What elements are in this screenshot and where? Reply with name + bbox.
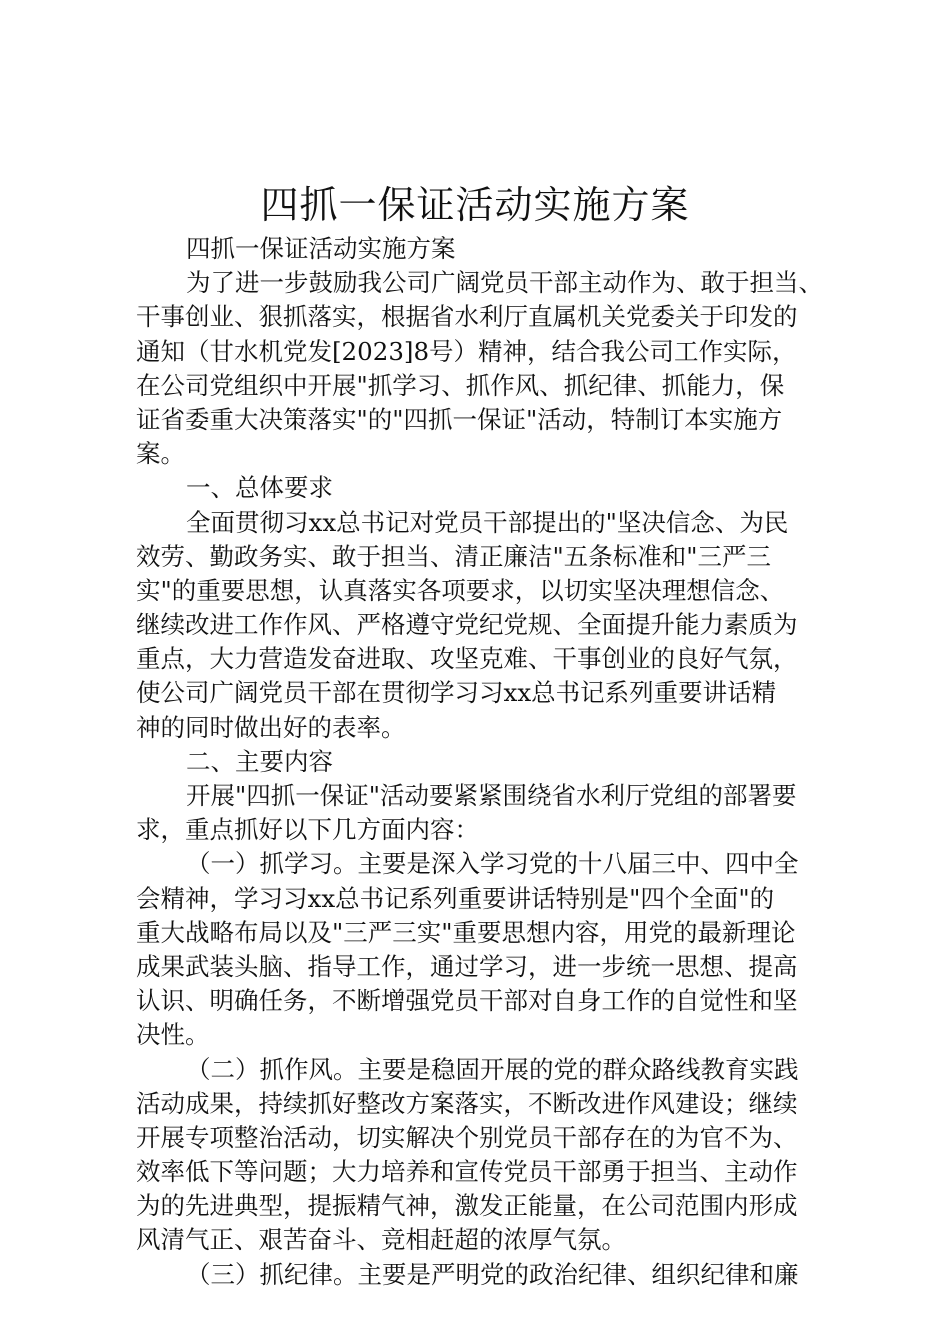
text-line: 一、总体要求 — [186, 473, 333, 503]
text-line: 风清气正、艰苦奋斗、竞相赶超的浓厚气氛。 — [136, 1225, 626, 1255]
text-line: （一）抓学习。主要是深入学习党的十八届三中、四中全 — [186, 849, 799, 879]
text-line: 神的同时做出好的表率。 — [136, 712, 406, 742]
text-line: 继续改进工作作风、严格遵守党纪党规、全面提升能力素质为 — [136, 610, 798, 640]
document-title: 四抓一保证活动实施方案 — [260, 183, 690, 227]
text-line: 四抓一保证活动实施方案 — [186, 234, 456, 263]
text-line: 干事创业、狠抓落实，根据省水利厅直属机关党委关于印发的 — [136, 302, 798, 332]
text-line: 重点，大力营造发奋进取、攻坚克难、干事创业的良好气氛， — [136, 644, 798, 674]
text-line: 通知（甘水机党发[2023]8号）精神，结合我公司工作实际， — [136, 336, 797, 366]
text-line: 效率低下等问题；大力培养和宣传党员干部勇于担当、主动作 — [136, 1157, 798, 1187]
text-line: 证省委重大决策落实"的"四抓一保证"活动，特制订本实施方 — [136, 404, 783, 434]
text-line: 为的先进典型，提振精气神，激发正能量，在公司范围内形成 — [136, 1191, 798, 1221]
text-line: 实"的重要思想，认真落实各项要求，以切实坚决理想信念、 — [136, 575, 785, 605]
text-line: 开展专项整治活动，切实解决个别党员干部存在的为官不为、 — [136, 1122, 798, 1152]
text-line: 全面贯彻习xx总书记对党员干部提出的"坚决信念、为民 — [186, 507, 789, 537]
text-line: 开展"四抓一保证"活动要紧紧围绕省水利厅党组的部署要 — [186, 781, 797, 810]
text-line: 案。 — [136, 439, 185, 469]
text-line: （三）抓纪律。主要是严明党的政治纪律、组织纪律和廉 — [186, 1259, 799, 1289]
text-line: 认识、明确任务，不断增强党员干部对自身工作的自觉性和坚 — [136, 986, 798, 1016]
text-line: 使公司广阔党员干部在贯彻学习习xx总书记系列重要讲话精 — [136, 678, 777, 708]
text-line: 效劳、勤政务实、敢于担当、清正廉洁"五条标准和"三严三 — [136, 541, 772, 571]
document-body — [136, 232, 826, 1292]
text-line: （二）抓作风。主要是稳固开展的党的群众路线教育实践 — [186, 1054, 799, 1084]
text-line: 成果武装头脑、指导工作，通过学习，进一步统一思想、提高 — [136, 951, 798, 981]
text-line: 二、主要内容 — [186, 746, 333, 776]
text-line: 会精神，学习习xx总书记系列重要讲话特别是"四个全面"的 — [136, 883, 775, 913]
text-line: 求，重点抓好以下几方面内容： — [136, 815, 479, 845]
text-line: 决性。 — [136, 1020, 210, 1050]
text-line: 重大战略布局以及"三严三实"重要思想内容，用党的最新理论 — [136, 917, 796, 947]
text-line: 为了进一步鼓励我公司广阔党员干部主动作为、敢于担当、 — [186, 268, 823, 298]
text-line: 活动成果，持续抓好整改方案落实，不断改进作风建设；继续 — [136, 1088, 798, 1118]
text-line: 在公司党组织中开展"抓学习、抓作风、抓纪律、抓能力，保 — [136, 370, 785, 400]
